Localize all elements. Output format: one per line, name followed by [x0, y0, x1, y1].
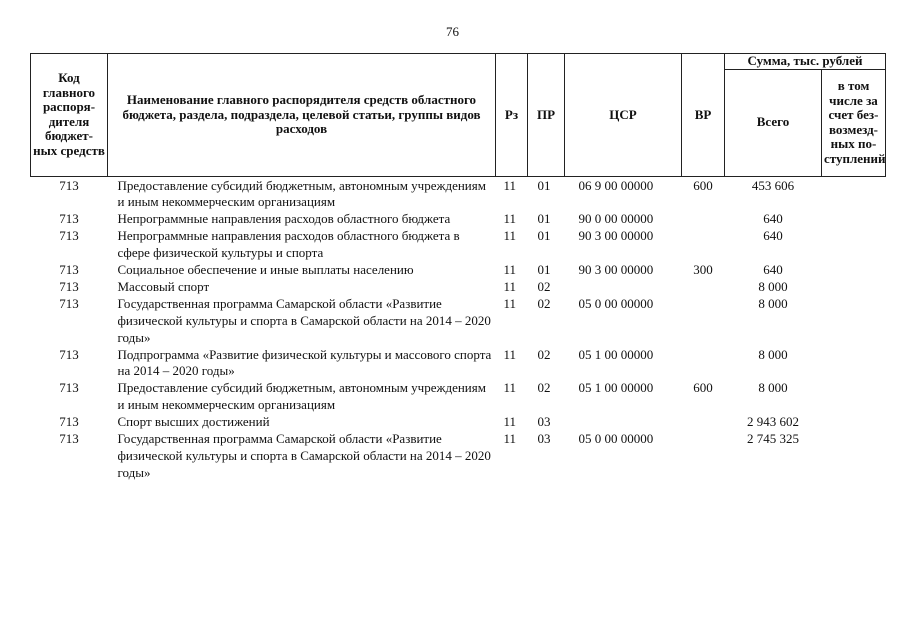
- cell-rz: 11: [503, 380, 517, 396]
- cell-vr: [682, 431, 725, 482]
- cell-name: Непрограммные направления расходов областного бюджета в сфере физической культуры и спорта: [117, 228, 460, 261]
- cell-name: Социальное обеспечение и иные выплаты населению: [117, 262, 414, 278]
- cell-rz: 11: [503, 262, 517, 278]
- cell-free: [822, 414, 886, 431]
- cell-code: 713: [59, 228, 79, 244]
- table-row: [31, 431, 886, 482]
- cell-code: 713: [59, 211, 79, 227]
- cell-vr: [682, 211, 725, 228]
- header-vr: ВР: [682, 54, 725, 177]
- cell-name: Предоставление субсидий бюджетным, автономным учреждениям и иным некоммерческим организациям: [117, 380, 486, 413]
- cell-code: 713: [59, 278, 79, 294]
- cell-total: 8 000: [758, 278, 788, 294]
- budget-table: [30, 53, 886, 482]
- cell-code: 713: [59, 346, 79, 362]
- cell-free: [822, 347, 886, 381]
- cell-total: 640: [763, 262, 783, 278]
- cell-csr: 90 3 00 00000: [578, 262, 654, 278]
- cell-total: 2 745 325: [747, 431, 799, 447]
- cell-csr: 05 0 00 00000: [578, 295, 654, 311]
- cell-total: 640: [763, 228, 783, 244]
- cell-pr: 02: [537, 346, 551, 362]
- cell-free: [822, 228, 886, 262]
- cell-vr: 600: [693, 380, 713, 396]
- table-row: [31, 262, 886, 279]
- cell-total: 640: [763, 211, 783, 227]
- cell-pr: 02: [537, 278, 551, 294]
- cell-rz: 11: [503, 431, 517, 447]
- cell-pr: 01: [537, 262, 551, 278]
- cell-pr: 01: [537, 177, 551, 193]
- header-pr: ПР: [528, 54, 565, 177]
- cell-code: 713: [59, 295, 79, 311]
- cell-name: Спорт высших достижений: [117, 414, 270, 430]
- header-rz: Рз: [496, 54, 528, 177]
- page-number: 76: [446, 24, 459, 39]
- cell-csr: 90 3 00 00000: [578, 228, 654, 244]
- cell-vr: [682, 279, 725, 296]
- table-body: [31, 176, 886, 482]
- cell-name: Непрограммные направления расходов областного бюджета: [117, 211, 451, 227]
- header-sum: Сумма, тыс. рублей: [725, 54, 886, 70]
- cell-rz: 11: [503, 414, 517, 430]
- header-csr: ЦСР: [565, 54, 682, 177]
- cell-rz: 11: [503, 278, 517, 294]
- cell-free: [822, 176, 886, 211]
- cell-free: [822, 296, 886, 347]
- cell-pr: 02: [537, 380, 551, 396]
- cell-code: 713: [59, 431, 79, 447]
- cell-code: 713: [59, 414, 79, 430]
- cell-code: 713: [59, 262, 79, 278]
- table-header: [31, 54, 886, 177]
- header-free: в том числе за счет без-возмезд-ных по-ступлений: [822, 69, 886, 176]
- cell-vr: 300: [693, 262, 713, 278]
- table-row: [31, 211, 886, 228]
- header-name: Наименование главного распорядителя средств областного бюджета, раздела, подраздела, целевой статьи, группы видов расходов: [108, 54, 496, 177]
- cell-vr: [682, 228, 725, 262]
- table-row: [31, 347, 886, 381]
- table-row: [31, 228, 886, 262]
- table-row: [31, 380, 886, 414]
- cell-total: 453 606: [751, 177, 795, 193]
- cell-vr: [682, 296, 725, 347]
- table-row: [31, 279, 886, 296]
- cell-free: [822, 380, 886, 414]
- cell-rz: 11: [503, 211, 517, 227]
- cell-total: 2 943 602: [747, 414, 799, 430]
- cell-name: Предоставление субсидий бюджетным, автономным учреждениям и иным некоммерческим организациям: [117, 177, 486, 210]
- cell-rz: 11: [503, 346, 517, 362]
- cell-free: [822, 211, 886, 228]
- cell-pr: 01: [537, 211, 551, 227]
- table-row: [31, 296, 886, 347]
- header-total: Всего: [725, 69, 822, 176]
- cell-csr: [565, 279, 682, 296]
- cell-csr: [565, 414, 682, 431]
- cell-code: 713: [59, 380, 79, 396]
- cell-pr: 03: [537, 431, 551, 447]
- cell-name: Массовый спорт: [117, 278, 210, 294]
- cell-csr: 05 1 00 00000: [578, 380, 654, 396]
- cell-pr: 02: [537, 295, 551, 311]
- cell-pr: 03: [537, 414, 551, 430]
- cell-free: [822, 262, 886, 279]
- cell-total: 8 000: [758, 380, 788, 396]
- cell-csr: 06 9 00 00000: [578, 177, 654, 193]
- cell-csr: 05 1 00 00000: [578, 346, 654, 362]
- cell-code: 713: [59, 177, 79, 193]
- cell-vr: [682, 347, 725, 381]
- table-row: [31, 414, 886, 431]
- cell-name: Государственная программа Самарской области «Развитие физической культуры и спорта в Самарской области на 2014 – 2020 годы»: [117, 431, 491, 480]
- cell-total: 8 000: [758, 295, 788, 311]
- table-row: [31, 176, 886, 211]
- cell-vr: [682, 414, 725, 431]
- cell-name: Подпрограмма «Развитие физической культуры и массового спорта на 2014 – 2020 годы»: [117, 346, 492, 379]
- cell-rz: 11: [503, 177, 517, 193]
- cell-csr: 05 0 00 00000: [578, 431, 654, 447]
- cell-rz: 11: [503, 295, 517, 311]
- cell-total: 8 000: [758, 346, 788, 362]
- cell-name: Государственная программа Самарской области «Развитие физической культуры и спорта в Самарской области на 2014 – 2020 годы»: [117, 295, 491, 345]
- cell-pr: 01: [537, 228, 551, 244]
- cell-csr: 90 0 00 00000: [578, 211, 654, 227]
- header-code: Код главного распоря-дителя бюджет-ных средств: [31, 54, 108, 177]
- cell-free: [822, 431, 886, 482]
- cell-vr: 600: [693, 177, 713, 193]
- cell-free: [822, 279, 886, 296]
- cell-rz: 11: [503, 228, 517, 244]
